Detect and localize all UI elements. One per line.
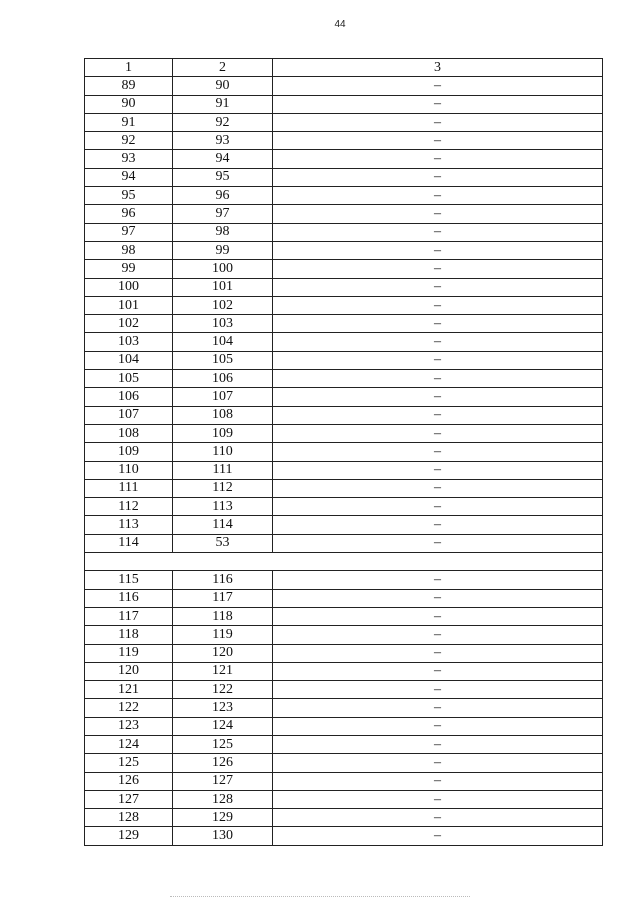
table-cell-col2: 125 <box>173 735 273 753</box>
table-row <box>85 827 603 845</box>
table-cell-col2: 97 <box>173 205 273 223</box>
table-row <box>85 113 603 131</box>
table-cell-col3: – <box>273 681 603 699</box>
table-cell-col1: 97 <box>85 223 173 241</box>
table-cell-col2: 124 <box>173 717 273 735</box>
table-cell-col2: 107 <box>173 388 273 406</box>
table-cell-col1: 90 <box>85 95 173 113</box>
table-row <box>85 790 603 808</box>
table-row <box>85 424 603 442</box>
table-cell-col1: 91 <box>85 113 173 131</box>
table-cell-col1: 125 <box>85 754 173 772</box>
header-cell-2: 2 <box>173 59 273 77</box>
table-cell-col2: 108 <box>173 406 273 424</box>
table-cell-col1: 110 <box>85 461 173 479</box>
table-row <box>85 333 603 351</box>
table-cell-col3: – <box>273 644 603 662</box>
table-row <box>85 241 603 259</box>
table-row <box>85 205 603 223</box>
table-cell-col3: – <box>273 296 603 314</box>
table-row <box>85 296 603 314</box>
table-cell-col1: 115 <box>85 571 173 589</box>
table-cell-col2: 110 <box>173 443 273 461</box>
table-cell-col2: 106 <box>173 370 273 388</box>
table-cell-col2: 105 <box>173 351 273 369</box>
table-row <box>85 388 603 406</box>
table-cell-col3: – <box>273 790 603 808</box>
table-cell-col1: 126 <box>85 772 173 790</box>
table-row <box>85 754 603 772</box>
table-cell-col3: – <box>273 315 603 333</box>
table-cell-col1: 119 <box>85 644 173 662</box>
table-row <box>85 516 603 534</box>
table-cell-col1: 114 <box>85 534 173 552</box>
table-cell-col2: 100 <box>173 260 273 278</box>
table-row <box>85 370 603 388</box>
table-cell-col3: – <box>273 534 603 552</box>
table-body <box>85 59 603 846</box>
table-row <box>85 662 603 680</box>
table-row <box>85 479 603 497</box>
table-cell-col2: 92 <box>173 113 273 131</box>
table-cell-col3: – <box>273 406 603 424</box>
table-cell-col2: 111 <box>173 461 273 479</box>
table-cell-col3: – <box>273 461 603 479</box>
table-cell-col3: – <box>273 516 603 534</box>
table-row <box>85 772 603 790</box>
table-cell-col3: – <box>273 150 603 168</box>
table-cell-col3: – <box>273 424 603 442</box>
table-row <box>85 278 603 296</box>
table-cell-col2: 122 <box>173 681 273 699</box>
table-row <box>85 735 603 753</box>
table-cell-col1: 89 <box>85 77 173 95</box>
table-cell-col1: 107 <box>85 406 173 424</box>
table-cell-col3: – <box>273 260 603 278</box>
table-cell-col1: 112 <box>85 498 173 516</box>
table-cell-col3: – <box>273 278 603 296</box>
table-cell-col1: 106 <box>85 388 173 406</box>
table-cell-col3: – <box>273 735 603 753</box>
table-cell-col2: 129 <box>173 809 273 827</box>
table-row <box>85 626 603 644</box>
table-row <box>85 315 603 333</box>
table-row <box>85 589 603 607</box>
table-row <box>85 77 603 95</box>
table-cell-col2: 112 <box>173 479 273 497</box>
table-cell-col1: 93 <box>85 150 173 168</box>
table-row <box>85 498 603 516</box>
table-cell-col3: – <box>273 754 603 772</box>
table-cell-col3: – <box>273 571 603 589</box>
table-row <box>85 260 603 278</box>
table-cell-col3: – <box>273 168 603 186</box>
table-cell-col2: 126 <box>173 754 273 772</box>
table-cell-col2: 130 <box>173 827 273 845</box>
table-cell-col1: 99 <box>85 260 173 278</box>
table-cell-col1: 122 <box>85 699 173 717</box>
table-cell-col1: 123 <box>85 717 173 735</box>
table-cell-col2: 128 <box>173 790 273 808</box>
table-row <box>85 809 603 827</box>
table-cell-col2: 109 <box>173 424 273 442</box>
table-cell-col1: 128 <box>85 809 173 827</box>
table-cell-col3: – <box>273 223 603 241</box>
header-cell-3: 3 <box>273 59 603 77</box>
table-cell-col1: 108 <box>85 424 173 442</box>
table-cell-col1: 100 <box>85 278 173 296</box>
table-cell-col3: – <box>273 589 603 607</box>
table-cell-col3: – <box>273 113 603 131</box>
table-row <box>85 150 603 168</box>
table-cell-col1: 102 <box>85 315 173 333</box>
table-cell-col2: 114 <box>173 516 273 534</box>
table-cell-col3: – <box>273 626 603 644</box>
table-cell-col2: 103 <box>173 315 273 333</box>
table-cell-col1: 118 <box>85 626 173 644</box>
table-cell-col2: 118 <box>173 607 273 625</box>
table-cell-col3: – <box>273 699 603 717</box>
table-cell-col2: 127 <box>173 772 273 790</box>
table-row <box>85 95 603 113</box>
table-cell-col1: 111 <box>85 479 173 497</box>
table-row <box>85 351 603 369</box>
table-cell-col3: – <box>273 607 603 625</box>
table-cell-col2: 99 <box>173 241 273 259</box>
table-cell-col1: 98 <box>85 241 173 259</box>
table-cell-col2: 90 <box>173 77 273 95</box>
table-cell-col3: – <box>273 662 603 680</box>
table-cell-col2: 120 <box>173 644 273 662</box>
table-cell-col2: 119 <box>173 626 273 644</box>
table-row <box>85 571 603 589</box>
table-cell-col2: 94 <box>173 150 273 168</box>
table-cell-col1: 113 <box>85 516 173 534</box>
table-cell-col1: 105 <box>85 370 173 388</box>
table-row <box>85 461 603 479</box>
table-cell-col3: – <box>273 498 603 516</box>
table-cell-col2: 93 <box>173 132 273 150</box>
table-cell-col3: – <box>273 77 603 95</box>
table-cell-col2: 53 <box>173 534 273 552</box>
table-cell-col1: 104 <box>85 351 173 369</box>
table-cell-col3: – <box>273 333 603 351</box>
header-cell-1: 1 <box>85 59 173 77</box>
table-cell-col1: 120 <box>85 662 173 680</box>
table-row <box>85 406 603 424</box>
data-table <box>84 58 603 846</box>
table-header-row <box>85 59 603 77</box>
table-cell-col1: 121 <box>85 681 173 699</box>
table-row <box>85 223 603 241</box>
table-row <box>85 644 603 662</box>
table-cell-col1: 96 <box>85 205 173 223</box>
table-cell-col2: 117 <box>173 589 273 607</box>
table-cell-col3: – <box>273 717 603 735</box>
table-cell-col2: 123 <box>173 699 273 717</box>
table-row <box>85 681 603 699</box>
table-cell-col3: – <box>273 370 603 388</box>
table-cell-col3: – <box>273 351 603 369</box>
table-row <box>85 168 603 186</box>
table-cell-col1: 129 <box>85 827 173 845</box>
section-separator-row <box>85 553 603 571</box>
table-cell-col3: – <box>273 827 603 845</box>
table-row <box>85 607 603 625</box>
table-cell-col2: 104 <box>173 333 273 351</box>
table-cell-col2: 95 <box>173 168 273 186</box>
table-cell-col1: 103 <box>85 333 173 351</box>
table-cell-col1: 92 <box>85 132 173 150</box>
table-cell-col2: 98 <box>173 223 273 241</box>
table-cell-col2: 102 <box>173 296 273 314</box>
table-cell-col1: 95 <box>85 187 173 205</box>
table-row <box>85 534 603 552</box>
table-cell-col3: – <box>273 95 603 113</box>
table-cell-col3: – <box>273 132 603 150</box>
table-cell-col1: 101 <box>85 296 173 314</box>
page-number: 44 <box>334 19 346 30</box>
table-cell-col3: – <box>273 241 603 259</box>
table-cell-col2: 121 <box>173 662 273 680</box>
table-cell-col1: 124 <box>85 735 173 753</box>
table-cell-col1: 127 <box>85 790 173 808</box>
table-cell-col3: – <box>273 205 603 223</box>
table-row <box>85 717 603 735</box>
table-cell-col3: – <box>273 809 603 827</box>
table-cell-col3: – <box>273 388 603 406</box>
footer-faint-text <box>170 896 470 901</box>
table-cell-col2: 113 <box>173 498 273 516</box>
table-cell-col2: 116 <box>173 571 273 589</box>
table-cell-col1: 109 <box>85 443 173 461</box>
table-cell-col2: 91 <box>173 95 273 113</box>
table-cell-col3: – <box>273 772 603 790</box>
table-cell-col3: – <box>273 479 603 497</box>
table-row <box>85 699 603 717</box>
table-cell-col2: 101 <box>173 278 273 296</box>
table-row <box>85 187 603 205</box>
table-cell-col3: – <box>273 187 603 205</box>
separator-cell <box>85 553 603 571</box>
table-cell-col1: 94 <box>85 168 173 186</box>
table-row <box>85 132 603 150</box>
table-row <box>85 443 603 461</box>
table-cell-col2: 96 <box>173 187 273 205</box>
table-cell-col1: 117 <box>85 607 173 625</box>
table-cell-col1: 116 <box>85 589 173 607</box>
table-cell-col3: – <box>273 443 603 461</box>
